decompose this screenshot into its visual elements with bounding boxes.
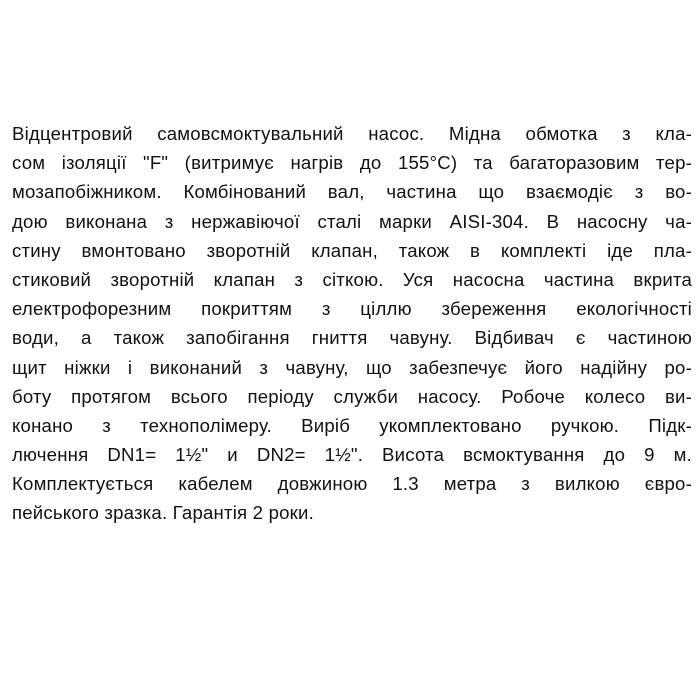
description-line: лючення DN1= 1½" и DN2= 1½". Висота всмоктування до 9 м.: [12, 444, 692, 466]
description-line: Комплектується кабелем довжиною 1.3 метра з вилкою євро-: [12, 473, 692, 495]
description-line: боту протягом всього періоду служби насосу. Робоче колесо ви-: [12, 385, 692, 407]
description-line: дою виконана з нержавіючої сталі марки AISI-304. В насосну ча-: [12, 210, 692, 232]
description-line: електрофорезним покриттям з ціллю збереження екологічності: [12, 298, 692, 320]
description-line: конано з технополімеру. Виріб укомплектовано ручкою. Підк-: [12, 414, 692, 436]
description-line: щит ніжки і виконаний з чавуну, що забезпечує його надійну ро-: [12, 356, 692, 378]
description-line: мозапобіжником. Комбінований вал, частина що взаємодіє з во-: [12, 181, 692, 203]
description-line: води, а також запобігання гниття чавуну. Відбивач є частиною: [12, 327, 692, 349]
description-line: Відцентровий самовсмоктувальний насос. Мідна обмотка з кла-: [12, 123, 692, 144]
description-line: сом ізоляції "F" (витримує нагрів до 155°С) та багаторазовим тер-: [12, 152, 692, 174]
product-description: [12, 119, 692, 528]
description-line-last: пейського зразка. Гарантія 2 роки.: [12, 502, 314, 524]
description-line: стиковий зворотній клапан з сіткою. Уся насосна частина вкрита: [12, 268, 692, 290]
description-line: стину вмонтовано зворотній клапан, також в комплекті іде пла-: [12, 239, 692, 261]
